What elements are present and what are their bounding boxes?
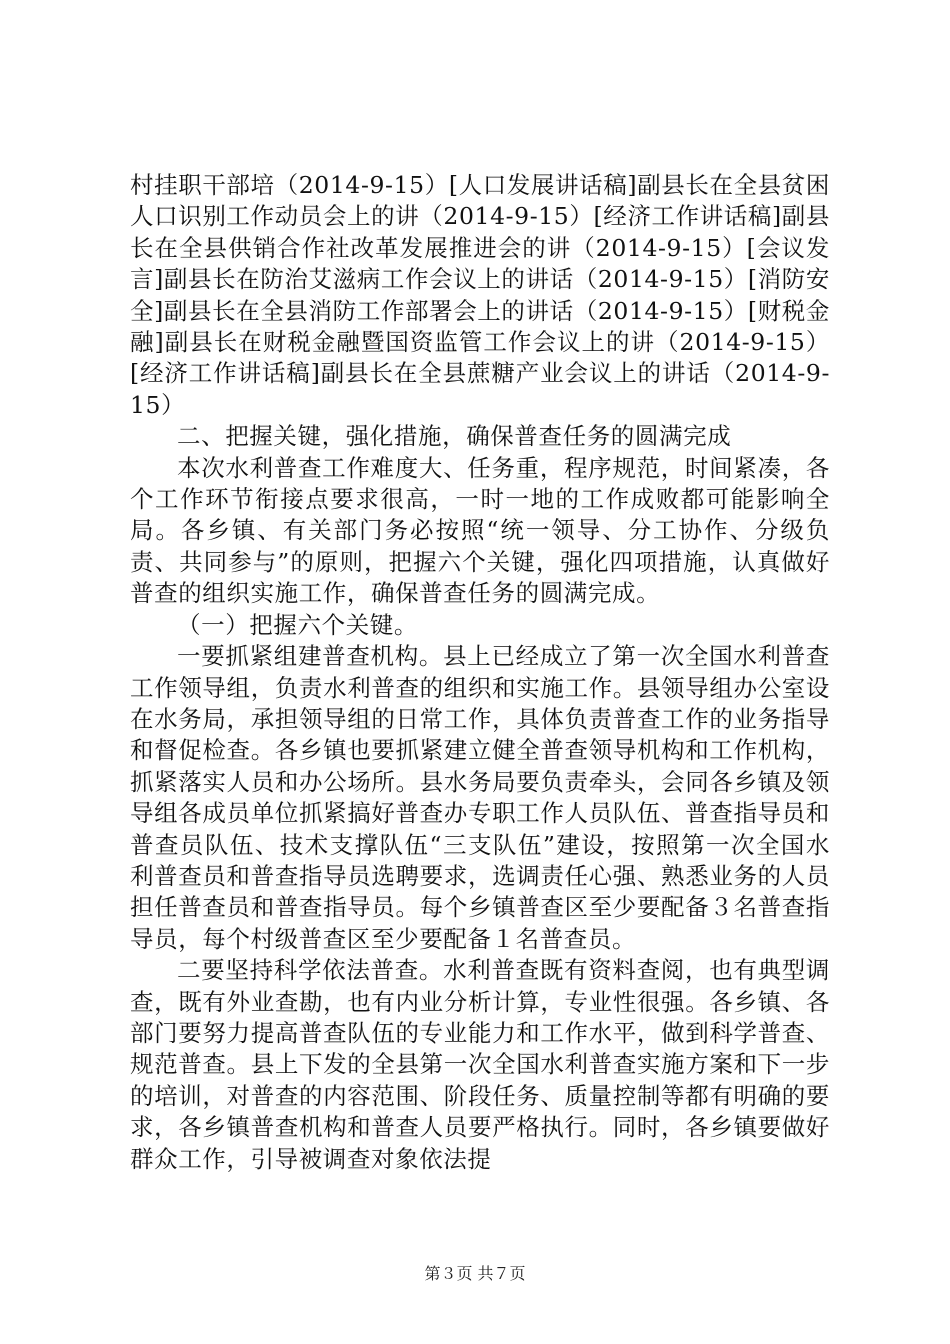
section-heading: 二、把握关键，强化措施，确保普查任务的圆满完成: [177, 422, 732, 451]
page-footer: 第３页 共７页: [424, 1264, 526, 1283]
paragraph-point-one: 一要抓紧组建普查机构。县上已经成立了第一次全国水利普查工作领导组，负责水利普查的组织和实施工作。县领导组办公室设在水务局，承担领导组的日常工作，具体负责普查工作的业务指导和督促检查。各乡镇也要抓紧建立健全普查领导机构和工作机构，抓紧落实人员和办公场所。县水务局要负责牵头，会同各乡镇及领导组各成员单位抓紧搞好普查办专职工作人员队伍、普查指导员和普查员队伍、技术支撑队伍“三支队伍”建设，按照第一次全国水利普查员和普查指导员选聘要求，选调责任心强、熟悉业务的人员担任普查员和普查指导员。每个乡镇普查区至少要配备３名普查指导员，每个村级普查区至少要配备１名普查员。: [130, 642, 830, 953]
paragraph-intro: 本次水利普查工作难度大、任务重，程序规范，时间紧凑，各个工作环节衔接点要求很高，一时一地的工作成败都可能影响全局。各乡镇、有关部门务必按照“统一领导、分工协作、分级负责、共同参与”的原则，把握六个关键，强化四项措施，认真做好普查的组织实施工作，确保普查任务的圆满完成。: [130, 453, 830, 608]
paragraph-point-two: 二要坚持科学依法普查。水利普查既有资料查阅，也有典型调查，既有外业查勘，也有内业分析计算，专业性很强。各乡镇、各部门要努力提高普查队伍的专业能力和工作水平，做到科学普查、规范普查。县上下发的全县第一次全国水利普查实施方案和下一步的培训，对普查的内容范围、阶段任务、质量控制等都有明确的要求，各乡镇普查机构和普查人员要严格执行。同时，各乡镇要做好群众工作，引导被调查对象依法提: [130, 956, 830, 1173]
document-body: [130, 170, 830, 1175]
paragraph-related-articles: 村挂职干部培（2014-9-15）[人口发展讲话稿]副县长在全县贫困人口识别工作动员会上的讲（2014-9-15）[经济工作讲话稿]副县长在全县供销合作社改革发展推进会的讲（2014-9-15）[会议发言]副县长在防治艾滋病工作会议上的讲话（2014-9-15）[消防安全]副县长在全县消防工作部署会上的讲话（2014-9-15）[财税金融]副县长在财税金融暨国资监管工作会议上的讲（2014-9-15）[经济工作讲话稿]副县长在全县蔗糖产业会议上的讲话（2014-9-15）: [130, 171, 830, 419]
subsection-heading: （一）把握六个关键。: [177, 610, 418, 639]
